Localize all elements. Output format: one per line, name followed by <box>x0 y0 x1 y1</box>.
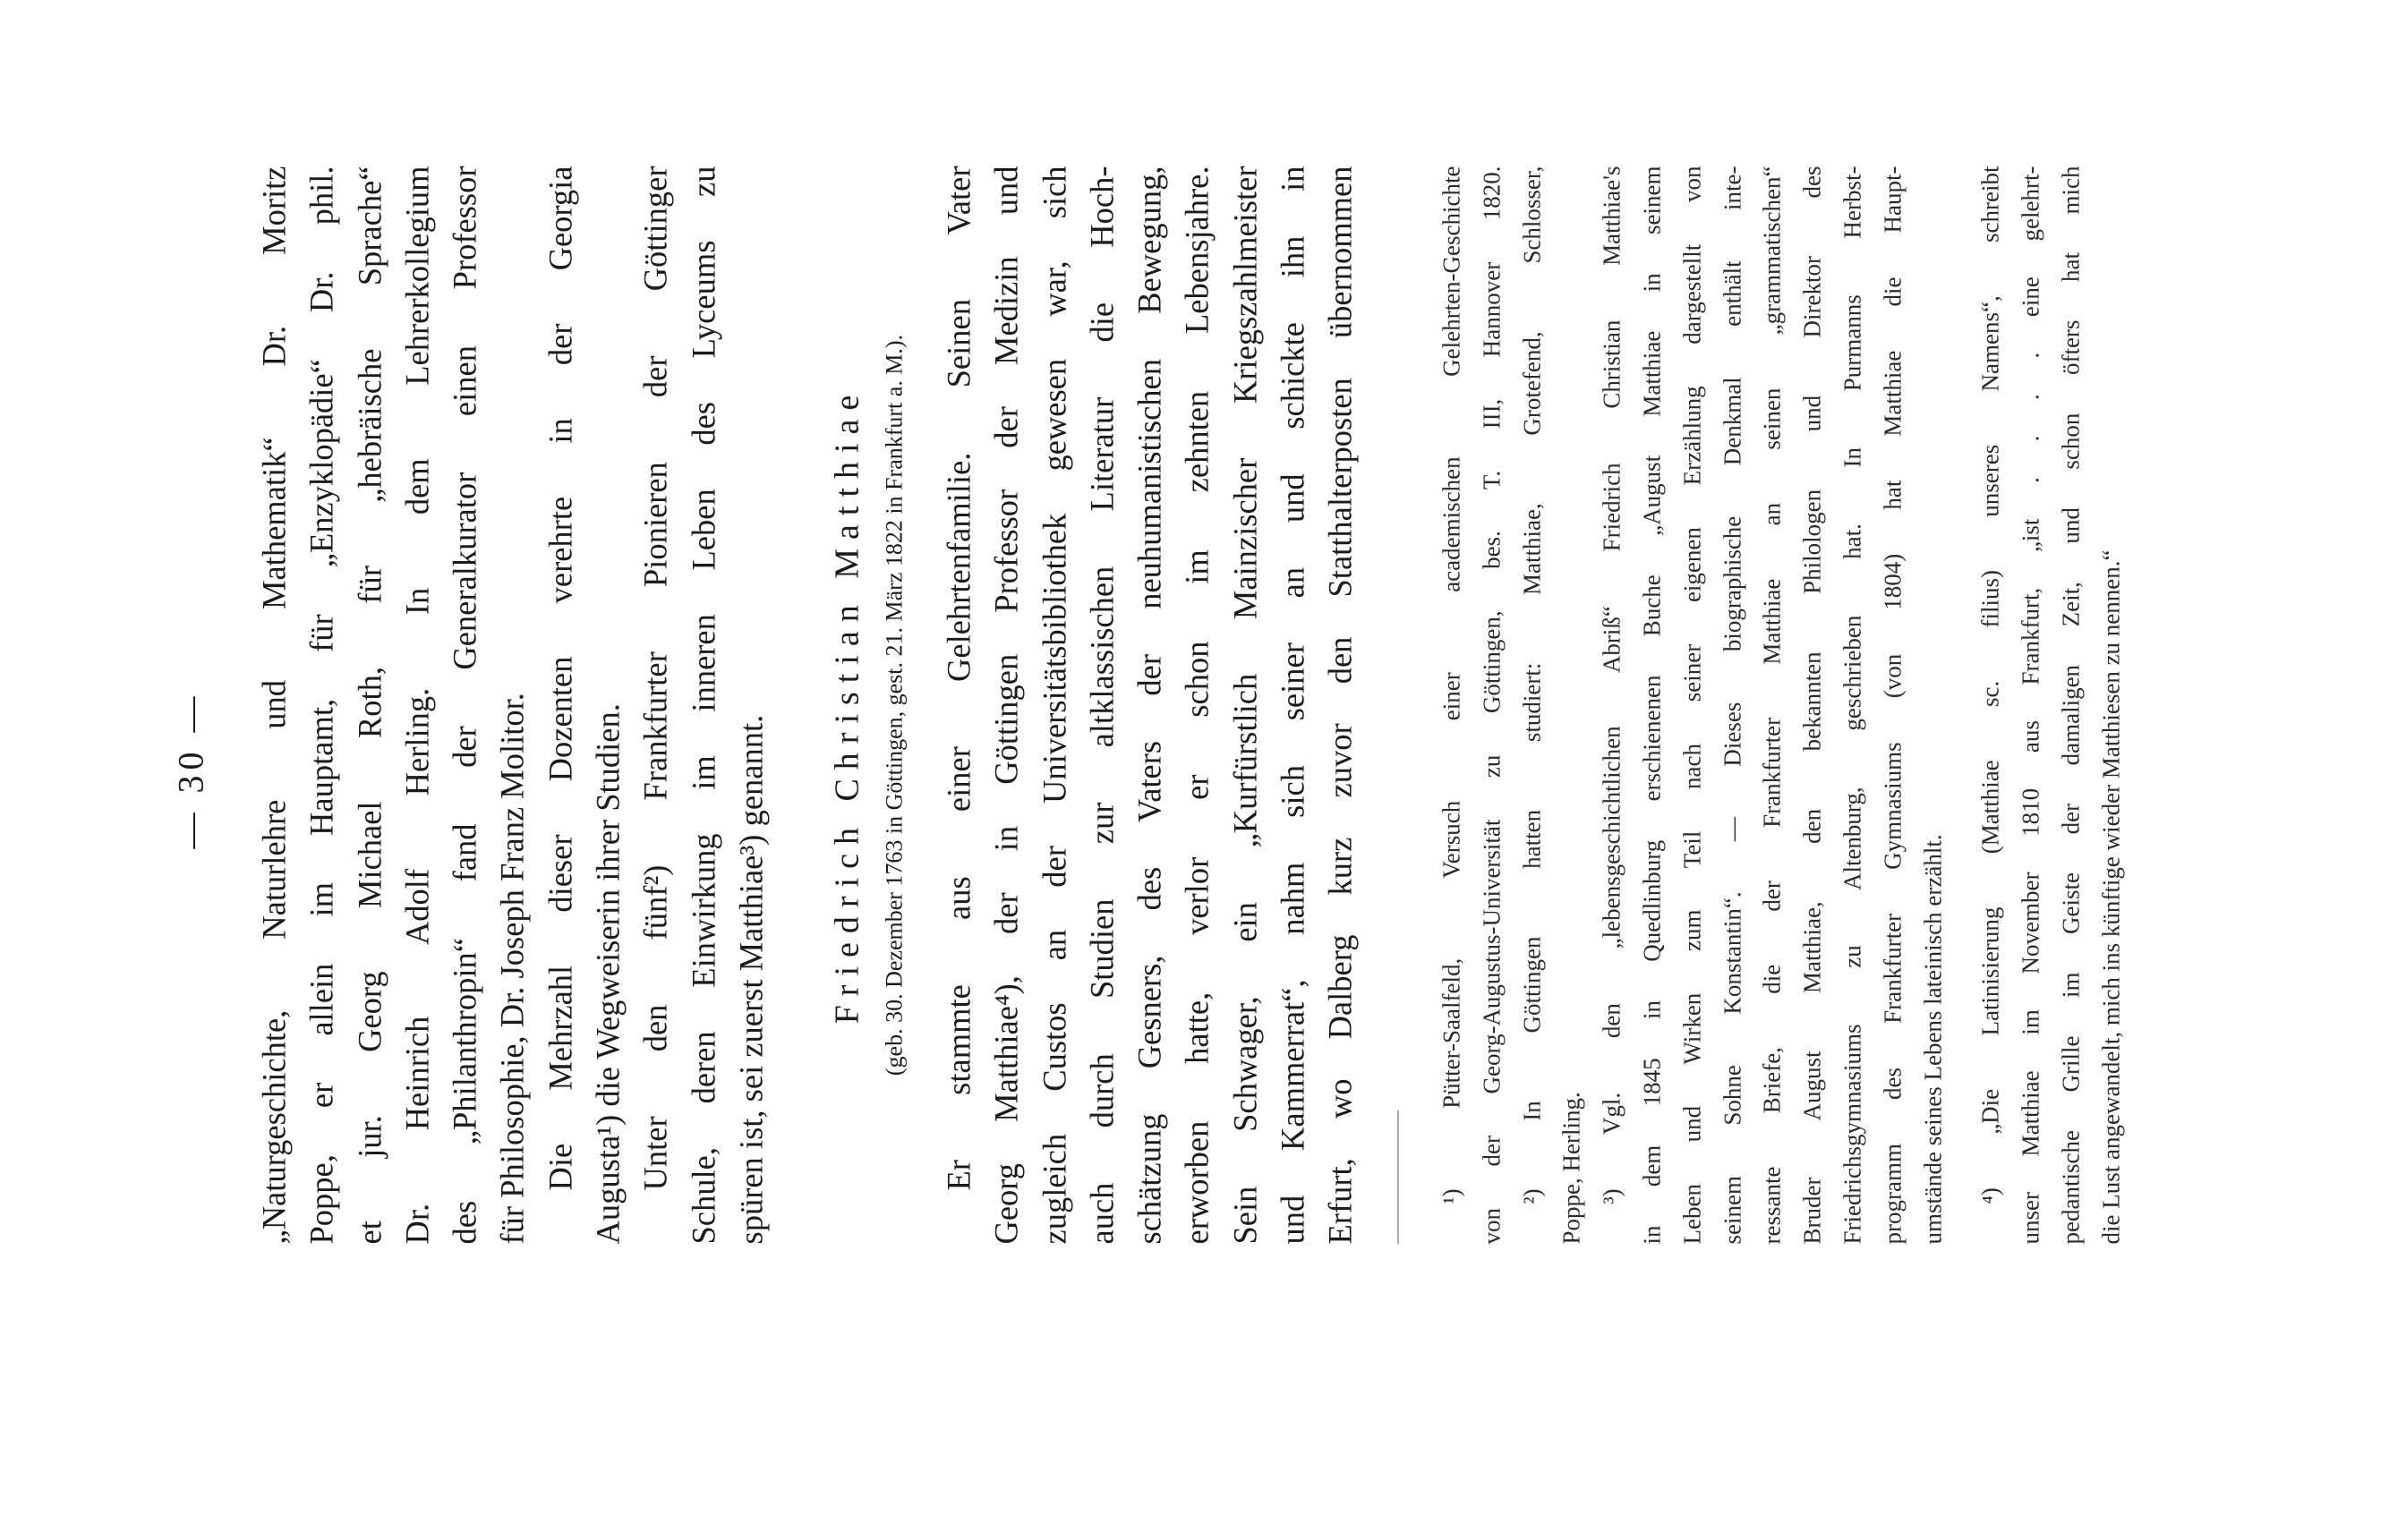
footnote-line: Leben und Wirken zum Teil nach seiner eigenen Erzählung dargestellt von <box>1678 166 1706 1245</box>
text-line: „Naturgeschichte, Naturlehre und Mathematik“ Dr. Moritz <box>255 166 293 1245</box>
footnote-line: Poppe, Herling. <box>1557 1092 1585 1245</box>
section-heading: Friedrich Christian Matthiae <box>828 386 866 1025</box>
text-line: Poppe, er allein im Hauptamt, für „Enzyklopädie“ Dr. phil. <box>303 166 340 1245</box>
text-line: Augusta¹) die Wegweiserin ihrer Studien. <box>589 703 627 1245</box>
footnotes <box>1432 166 2132 1245</box>
text-line: erworben hatte, verlor er schon im zehnten Lebensjahre. <box>1178 166 1216 1245</box>
footnote-divider <box>1398 1110 1399 1245</box>
text-line: zugleich Custos an der Universitätsbibliothek gewesen war, sich <box>1036 166 1073 1245</box>
text-line: Er stammte aus einer Gelehrtenfamilie. Seinen Vater <box>940 166 977 1191</box>
footnote-line: ²) In Göttingen hatten studiert: Matthiae, Grotefend, Schlosser, <box>1518 166 1546 1204</box>
footnote-line: Friedrichsgymnasiums zu Altenburg, geschrieben hat. In Purmanns Herbst- <box>1839 166 1866 1245</box>
footnote-line: die Lust angewandelt, mich ins künftige wieder Matthiesen zu nennen.“ <box>2097 549 2125 1245</box>
footnote-line: von der Georg-Augustus-Universität zu Göttingen, bes. T. III, Hannover 1820. <box>1478 166 1506 1245</box>
text-line: et jur. Georg Michael Roth, für „hebräische Sprache“ <box>351 166 388 1245</box>
text-line: Dr. Heinrich Adolf Herling. In dem Lehrerkollegium <box>398 166 436 1245</box>
text-line: des „Philanthropin“ fand der Generalkurator einen Professor <box>446 166 483 1245</box>
footnote-line: ¹) Pütter-Saalfeld, Versuch einer academischen Gelehrten-Geschichte <box>1438 166 1465 1204</box>
footnote-line: Bruder August Matthiae, den bekannten Philologen und Direktor des <box>1798 166 1826 1245</box>
text-line: Unter den fünf²) Frankfurter Pionieren der Göttinger <box>636 166 674 1191</box>
text-line: Erfurt, wo Dalberg kurz zuvor den Statthalterposten übernommen <box>1321 166 1359 1245</box>
text-line: spüren ist, sei zuerst Matthiae³) genannt. <box>732 714 770 1245</box>
section-paragraph <box>935 166 1365 1245</box>
text-line: Georg Matthiae⁴), der in Göttingen Professor der Medizin und <box>987 166 1025 1245</box>
rotated-book-page <box>0 1 2389 1540</box>
footnote-line: in dem 1845 in Quedlinburg erschienenen Buche „August Matthiae in seinem <box>1638 166 1666 1245</box>
footnote-line: ressante Briefe, die der Frankfurter Matthiae an seinen „grammatischen“ <box>1758 166 1786 1245</box>
footnote-line: unser Matthiae im November 1810 aus Frankfurt, „ist . . . . eine gelehrt- <box>2017 166 2044 1245</box>
page-number: — 30 — <box>170 691 211 849</box>
section-subheading: (geb. 30. Dezember 1763 in Göttingen, gest. 21. März 1822 in Frankfurt a. M.). <box>881 334 908 1076</box>
text-line: und Kammerrat“, nahm sich seiner an und schickte ihn in <box>1274 166 1311 1245</box>
text-line: schätzung Gesners, des Vaters der neuhumanistischen Bewegung, <box>1131 166 1168 1245</box>
footnote-line: seinem Sohne Konstantin“. — Dieses biographische Denkmal enthält inte- <box>1719 166 1746 1245</box>
text-line: Die Mehrzahl dieser Dozenten verehrte in der Georgia <box>542 166 579 1191</box>
text-line: für Philosophie, Dr. Joseph Franz Molitor. <box>493 693 531 1245</box>
main-paragraphs <box>251 166 775 1245</box>
text-line: auch durch Studien zur altklassischen Literatur die Hoch- <box>1083 166 1121 1245</box>
text-line: Sein Schwager, ein „Kurfürstlich Mainzischer Kriegszahlmeister <box>1226 166 1264 1245</box>
text-line: Schule, deren Einwirkung im inneren Leben des Lyceums zu <box>685 166 722 1245</box>
footnote-line: ⁴) „Die Latinisierung (Matthiae sc. filius) unseres Namens“, schreibt <box>1976 166 2004 1204</box>
footnote-line: ³) Vgl. den „lebensgeschichtlichen Abriß“ Friedrich Christian Matthiae's <box>1598 166 1625 1204</box>
footnote-line: pedantische Grille im Geiste der damaligen Zeit, und schon öfters hat mich <box>2057 166 2085 1245</box>
footnote-line: umstände seines Lebens lateinisch erzählt. <box>1919 834 1947 1245</box>
footnote-line: programm des Frankfurter Gymnasiums (von 1804) hat Matthiae die Haupt- <box>1879 166 1907 1245</box>
